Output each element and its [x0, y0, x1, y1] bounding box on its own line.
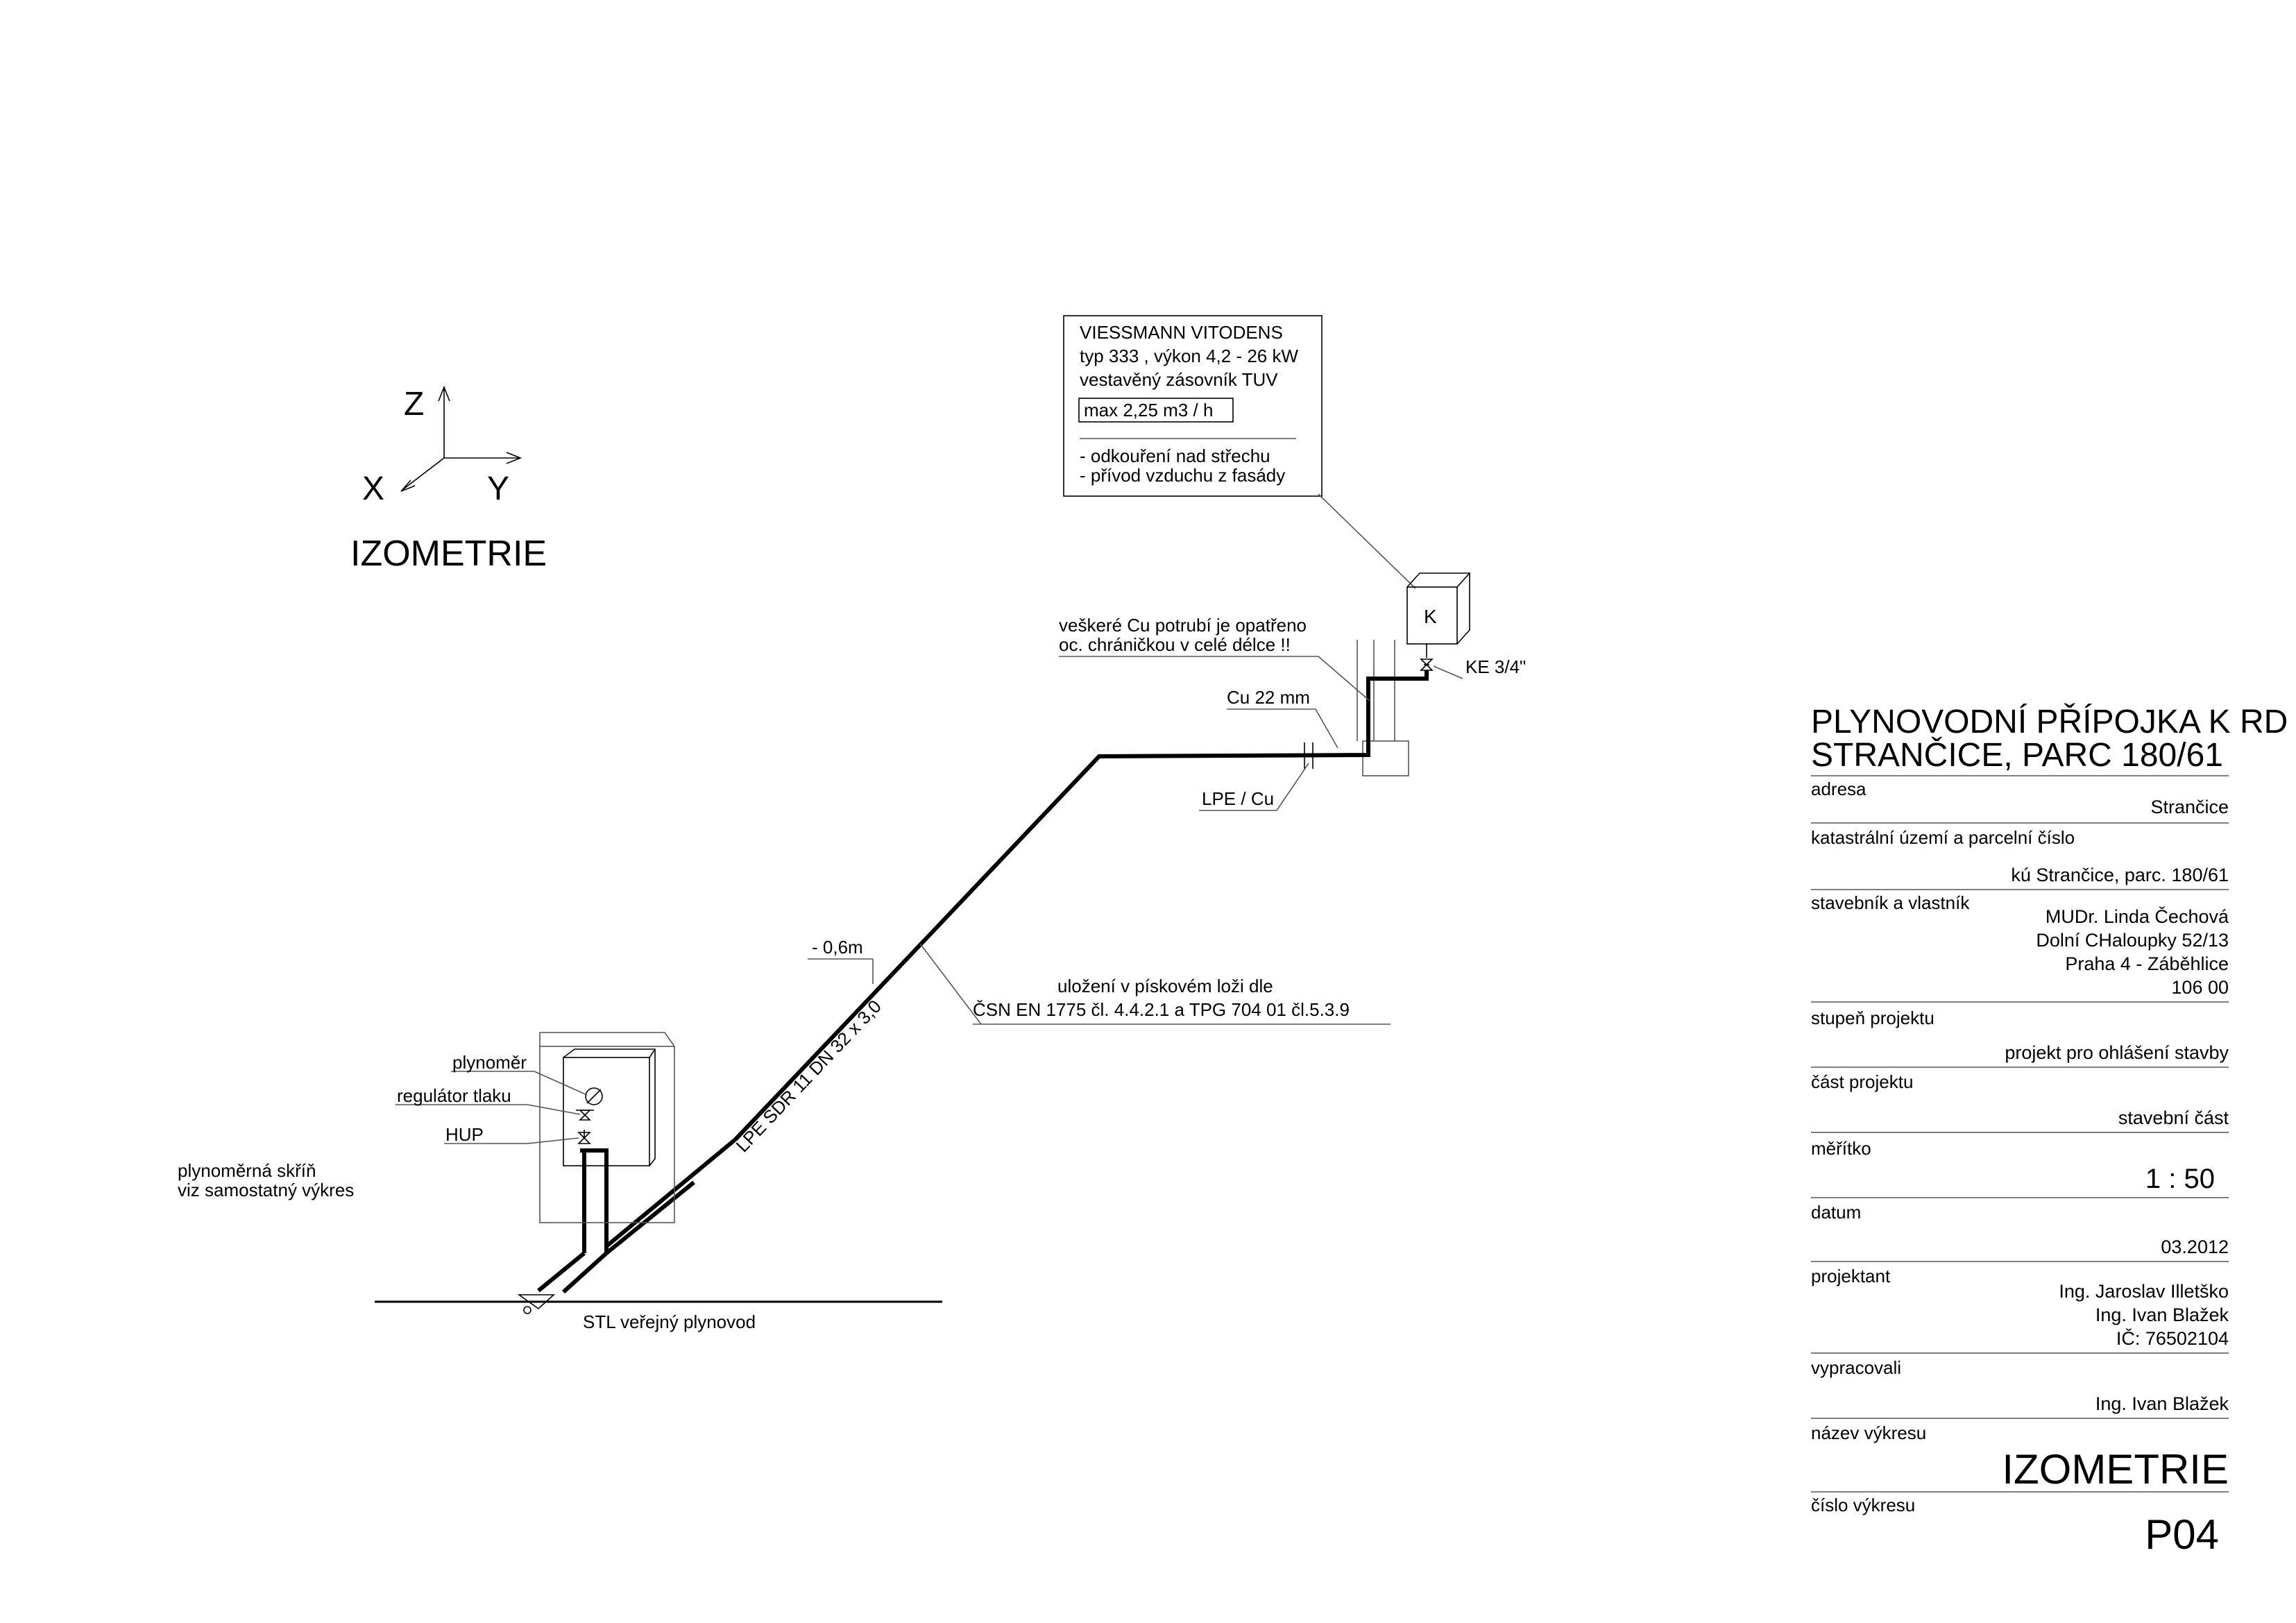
view-title: IZOMETRIE — [350, 534, 547, 574]
meter-label: plynoměr — [452, 1052, 527, 1073]
cu-pipe-callout — [1227, 687, 1338, 748]
pipe-spec-label: LPE SDR 11 DN 32 x 3,0 — [731, 996, 885, 1157]
bedding-line2: ČSN EN 1775 čl. 4.4.2.1 a TPG 704 01 čl.5.3.9 — [973, 999, 1350, 1020]
title-block — [1811, 704, 2288, 1558]
axis-x-label: X — [362, 470, 385, 507]
axis-y-label: Y — [487, 470, 510, 507]
cu-note-line2: oc. chráničkou v celé délce !! — [1059, 634, 1291, 655]
boiler-note-item2: - přívod vzduchu z fasády — [1080, 465, 1286, 486]
gas-pipe — [538, 670, 1427, 1292]
cu-note-line1: veškeré Cu potrubí je opatřeno — [1059, 615, 1307, 636]
owner-line2: Dolní CHaloupky 52/13 — [2036, 930, 2229, 951]
address-value: Strančice — [2150, 797, 2229, 817]
date-value: 03.2012 — [2161, 1237, 2229, 1257]
boiler-note-flow: max 2,25 m3 / h — [1084, 400, 1214, 420]
boiler-note-item1: - odkouření nad střechu — [1080, 445, 1270, 466]
title-line1: PLYNOVODNÍ PŘÍPOJKA K RD — [1811, 704, 2288, 740]
date-label: datum — [1811, 1202, 1862, 1223]
regulator-label: regulátor tlaku — [397, 1085, 511, 1106]
drawing-number-label: číslo výkresu — [1811, 1495, 1916, 1515]
owner-line1: MUDr. Linda Čechová — [2045, 906, 2229, 927]
designer-line2: Ing. Ivan Blažek — [2095, 1305, 2229, 1325]
designer-label: projektant — [1811, 1266, 1891, 1286]
cu-pipe-label: Cu 22 mm — [1227, 687, 1310, 708]
bedding-line1: uložení v pískovém loži dle — [1057, 976, 1273, 996]
valve-ke-label: KE 3/4" — [1465, 656, 1527, 677]
stage-value: projekt pro ohlášení stavby — [2005, 1042, 2229, 1063]
cu-sleeve-note — [1059, 615, 1370, 701]
part-value: stavební část — [2118, 1107, 2229, 1128]
boiler-note — [1064, 316, 1415, 588]
title-line2: STRANČICE, PARC 180/61 — [1811, 737, 2223, 774]
designer-line1: Ing. Jaroslav Illetško — [2059, 1281, 2229, 1302]
bedding-note — [920, 944, 1391, 1024]
transition-label: LPE / Cu — [1202, 788, 1275, 809]
scale-value: 1 : 50 — [2145, 1164, 2215, 1194]
designer-line3: IČ: 76502104 — [2116, 1328, 2229, 1349]
drawing-name-label: název výkresu — [1811, 1422, 1927, 1443]
prepared-value: Ing. Ivan Blažek — [2095, 1393, 2229, 1414]
cadastre-label: katastrální území a parcelní číslo — [1811, 827, 2075, 848]
prepared-label: vypracovali — [1811, 1357, 1902, 1378]
gas-main-label: STL veřejný plynovod — [583, 1311, 756, 1332]
boiler-k-label: K — [1424, 606, 1437, 627]
cabinet-note-line1: plynoměrná skříň — [178, 1160, 316, 1181]
depth-label: - 0,6m — [812, 937, 863, 958]
drawing-name-value: IZOMETRIE — [2002, 1446, 2229, 1493]
owner-label: stavebník a vlastník — [1811, 892, 1970, 913]
axis-z-label: Z — [404, 386, 425, 423]
meter-cabinet — [396, 1033, 674, 1223]
drawing-number-value: P04 — [2145, 1511, 2219, 1558]
owner-line3: Praha 4 - Záběhlice — [2065, 953, 2229, 974]
hup-label: HUP — [445, 1124, 484, 1145]
axis-symbol — [362, 386, 520, 507]
cadastre-value: kú Strančice, parc. 180/61 — [2011, 865, 2229, 885]
stage-label: stupeň projektu — [1811, 1008, 1934, 1028]
pressure-regulator-icon — [580, 1110, 590, 1120]
boiler-unit — [1407, 573, 1526, 679]
depth-callout — [808, 937, 873, 984]
part-label: část projektu — [1811, 1071, 1914, 1092]
scale-label: měřítko — [1811, 1138, 1871, 1159]
cabinet-note-line2: viz samostatný výkres — [178, 1180, 355, 1200]
public-gas-main — [375, 1295, 942, 1332]
boiler-note-line1: VIESSMANN VITODENS — [1080, 322, 1283, 343]
boiler-note-line2: typ 333 , výkon 4,2 - 26 kW — [1080, 346, 1299, 366]
transition-marker — [1199, 742, 1313, 810]
boiler-note-line3: vestavěný zásovník TUV — [1080, 369, 1278, 390]
owner-line4: 106 00 — [2171, 977, 2229, 998]
address-label: adresa — [1811, 779, 1866, 799]
